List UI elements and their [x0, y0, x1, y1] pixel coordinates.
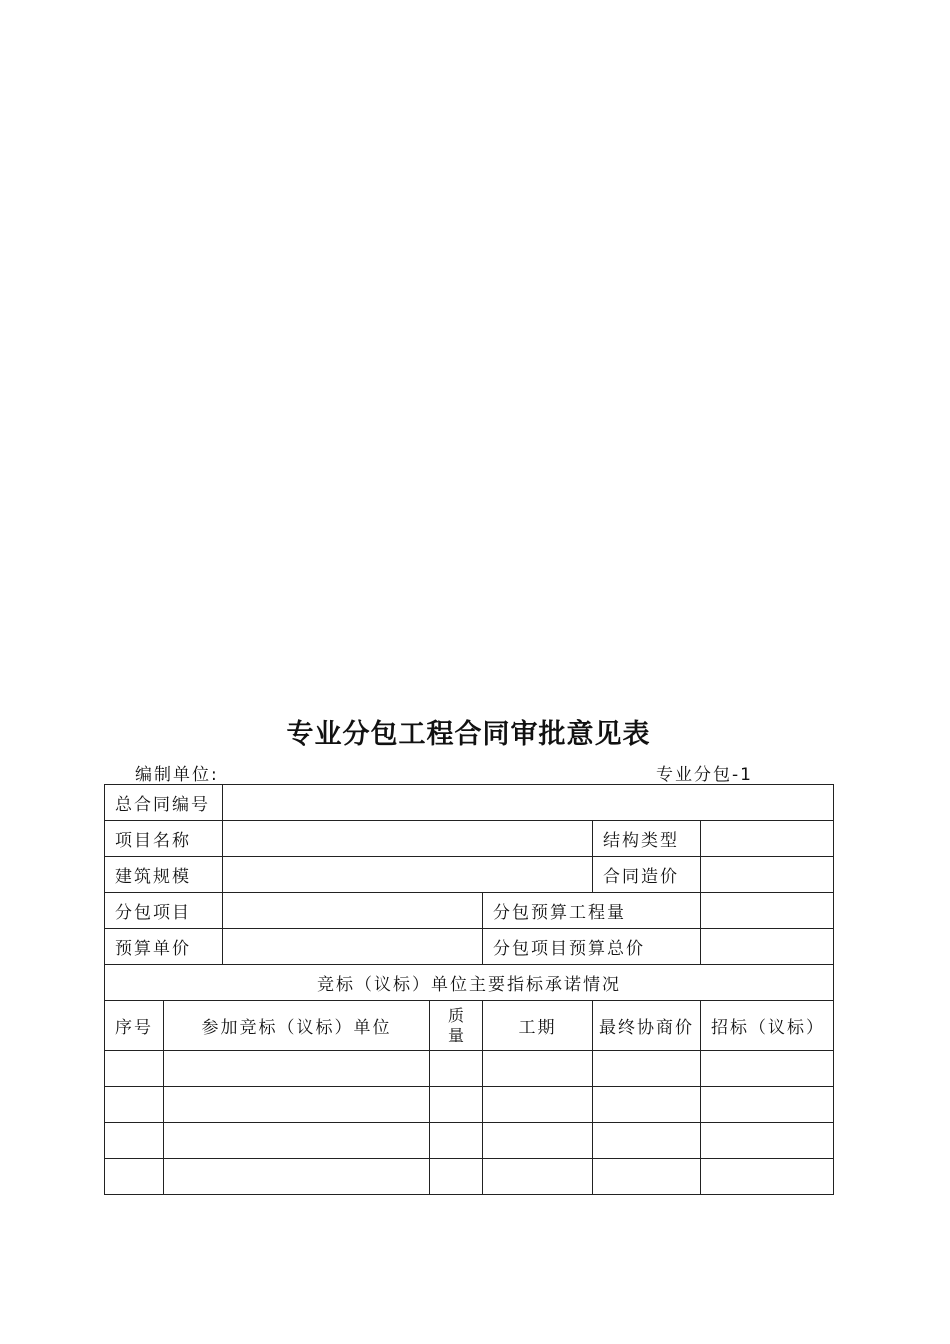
bid-tender-cell[interactable]: [701, 1159, 834, 1195]
compiling-unit-label: 编制单位:: [135, 765, 219, 785]
project-name-field[interactable]: [223, 821, 593, 857]
sub-item-field[interactable]: [223, 893, 483, 929]
quality-header-line1: 质: [447, 1005, 464, 1025]
form-title: 专业分包工程合同审批意见表: [286, 719, 651, 750]
bid-row: [105, 1087, 834, 1123]
budget-unit-price-label: 预算单价: [105, 929, 223, 965]
bid-bidder-cell[interactable]: [164, 1051, 430, 1087]
structure-type-field[interactable]: [701, 821, 834, 857]
contract-no-field[interactable]: [223, 785, 834, 821]
sub-item-label: 分包项目: [105, 893, 223, 929]
bid-tender-cell[interactable]: [701, 1087, 834, 1123]
approval-form-table: [104, 784, 834, 1195]
duration-header: 工期: [483, 1001, 593, 1051]
seq-header: 序号: [105, 1001, 164, 1051]
bid-bidder-cell[interactable]: [164, 1123, 430, 1159]
contract-price-label: 合同造价: [593, 857, 701, 893]
bid-section-heading-row: [105, 965, 834, 1001]
bid-quality-cell[interactable]: [430, 1087, 483, 1123]
bid-duration-cell[interactable]: [483, 1123, 593, 1159]
bid-seq-cell[interactable]: [105, 1087, 164, 1123]
bid-final-price-cell[interactable]: [593, 1051, 701, 1087]
bid-row: [105, 1123, 834, 1159]
project-name-row: [105, 821, 834, 857]
sub-budget-total-label: 分包项目预算总价: [483, 929, 701, 965]
bid-tender-cell[interactable]: [701, 1051, 834, 1087]
quality-header-line2: 量: [447, 1025, 464, 1045]
bid-row: [105, 1159, 834, 1195]
quality-header: [430, 1001, 483, 1051]
bid-duration-cell[interactable]: [483, 1159, 593, 1195]
bid-row: [105, 1051, 834, 1087]
contract-price-field[interactable]: [701, 857, 834, 893]
bidder-header: 参加竞标（议标）单位: [164, 1001, 430, 1051]
bid-bidder-cell[interactable]: [164, 1087, 430, 1123]
project-name-label: 项目名称: [105, 821, 223, 857]
bid-quality-cell[interactable]: [430, 1123, 483, 1159]
building-scale-row: [105, 857, 834, 893]
structure-type-label: 结构类型: [593, 821, 701, 857]
budget-unit-price-field[interactable]: [223, 929, 483, 965]
contract-no-label: 总合同编号: [105, 785, 223, 821]
bid-header-row: [105, 1001, 834, 1051]
bid-duration-cell[interactable]: [483, 1087, 593, 1123]
bid-bidder-cell[interactable]: [164, 1159, 430, 1195]
form-code: 专业分包-1: [656, 765, 753, 785]
building-scale-label: 建筑规模: [105, 857, 223, 893]
sub-budget-total-field[interactable]: [701, 929, 834, 965]
bid-final-price-cell[interactable]: [593, 1159, 701, 1195]
bid-quality-cell[interactable]: [430, 1051, 483, 1087]
tender-header: 招标（议标）: [701, 1001, 834, 1051]
final-price-header: 最终协商价: [593, 1001, 701, 1051]
sub-item-row: [105, 893, 834, 929]
bid-seq-cell[interactable]: [105, 1159, 164, 1195]
contract-no-row: [105, 785, 834, 821]
budget-price-row: [105, 929, 834, 965]
bid-seq-cell[interactable]: [105, 1051, 164, 1087]
bid-seq-cell[interactable]: [105, 1123, 164, 1159]
bid-section-heading: 竞标（议标）单位主要指标承诺情况: [105, 965, 834, 1001]
bid-quality-cell[interactable]: [430, 1159, 483, 1195]
sub-budget-qty-label: 分包预算工程量: [483, 893, 701, 929]
bid-tender-cell[interactable]: [701, 1123, 834, 1159]
bid-duration-cell[interactable]: [483, 1051, 593, 1087]
bid-final-price-cell[interactable]: [593, 1087, 701, 1123]
bid-final-price-cell[interactable]: [593, 1123, 701, 1159]
building-scale-field[interactable]: [223, 857, 593, 893]
sub-budget-qty-field[interactable]: [701, 893, 834, 929]
